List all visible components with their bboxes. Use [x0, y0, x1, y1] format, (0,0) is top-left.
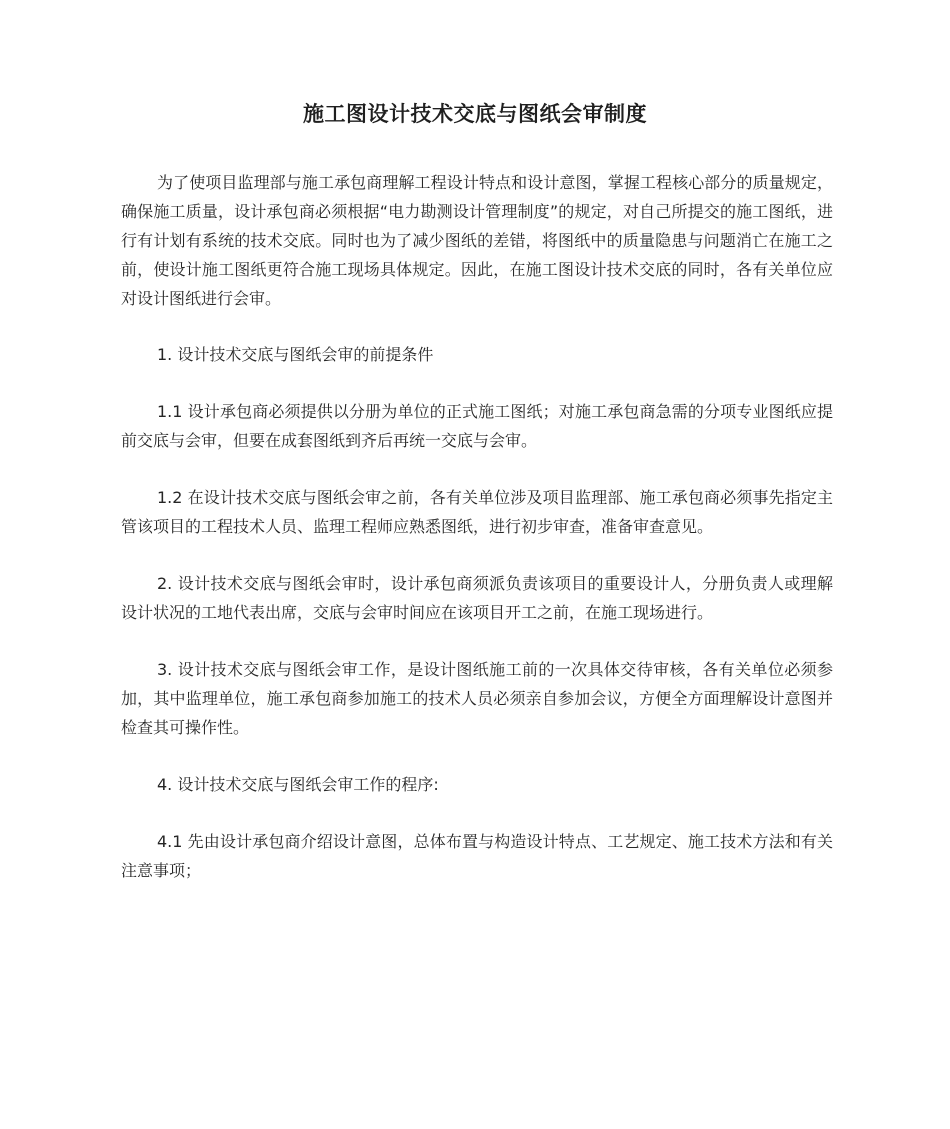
paragraph-section-4-1: 4.1 先由设计承包商介绍设计意图，总体布置与构造设计特点、工艺规定、施工技术方法和有关注意事项；: [121, 832, 833, 880]
paragraph-section-3: 3. 设计技术交底与图纸会审工作，是设计图纸施工前的一次具体交待审核，各有关单位必须参加，其中监理单位，施工承包商参加施工的技术人员必须亲自参加会议，方便全方面理解设计意图并检查其可操作性。: [121, 660, 833, 737]
paragraph-section-1-2: 1.2 在设计技术交底与图纸会审之前，各有关单位涉及项目监理部、施工承包商必须事先指定主管该项目的工程技术人员、监理工程师应熟悉图纸，进行初步审查，准备审查意见。: [121, 488, 833, 536]
paragraph-section-1-heading: 1. 设计技术交底与图纸会审的前提条件: [157, 345, 434, 364]
document-title: 施工图设计技术交底与图纸会审制度: [303, 102, 647, 126]
paragraph-section-1-1: 1.1 设计承包商必须提供以分册为单位的正式施工图纸；对施工承包商急需的分项专业图纸应提前交底与会审，但要在成套图纸到齐后再统一交底与会审。: [121, 402, 833, 450]
paragraph-section-4-heading: 4. 设计技术交底与图纸会审工作的程序:: [157, 775, 439, 794]
paragraph-intro: 为了使项目监理部与施工承包商理解工程设计特点和设计意图，掌握工程核心部分的质量规定，确保施工质量，设计承包商必须根据“电力勘测设计管理制度”的规定，对自己所提交的施工图纸，进行有计划有系统的技术交底。同时也为了减少图纸的差错，将图纸中的质量隐患与问题消亡在施工之前，使设计施工图纸更符合施工现场具体规定。因此，在施工图设计技术交底的同时，各有关单位应对设计图纸进行会审。: [121, 173, 833, 308]
document-body: [121, 168, 833, 913]
paragraph-section-2: 2. 设计技术交底与图纸会审时，设计承包商须派负责该项目的重要设计人，分册负责人或理解设计状况的工地代表出席，交底与会审时间应在该项目开工之前，在施工现场进行。: [121, 574, 833, 622]
